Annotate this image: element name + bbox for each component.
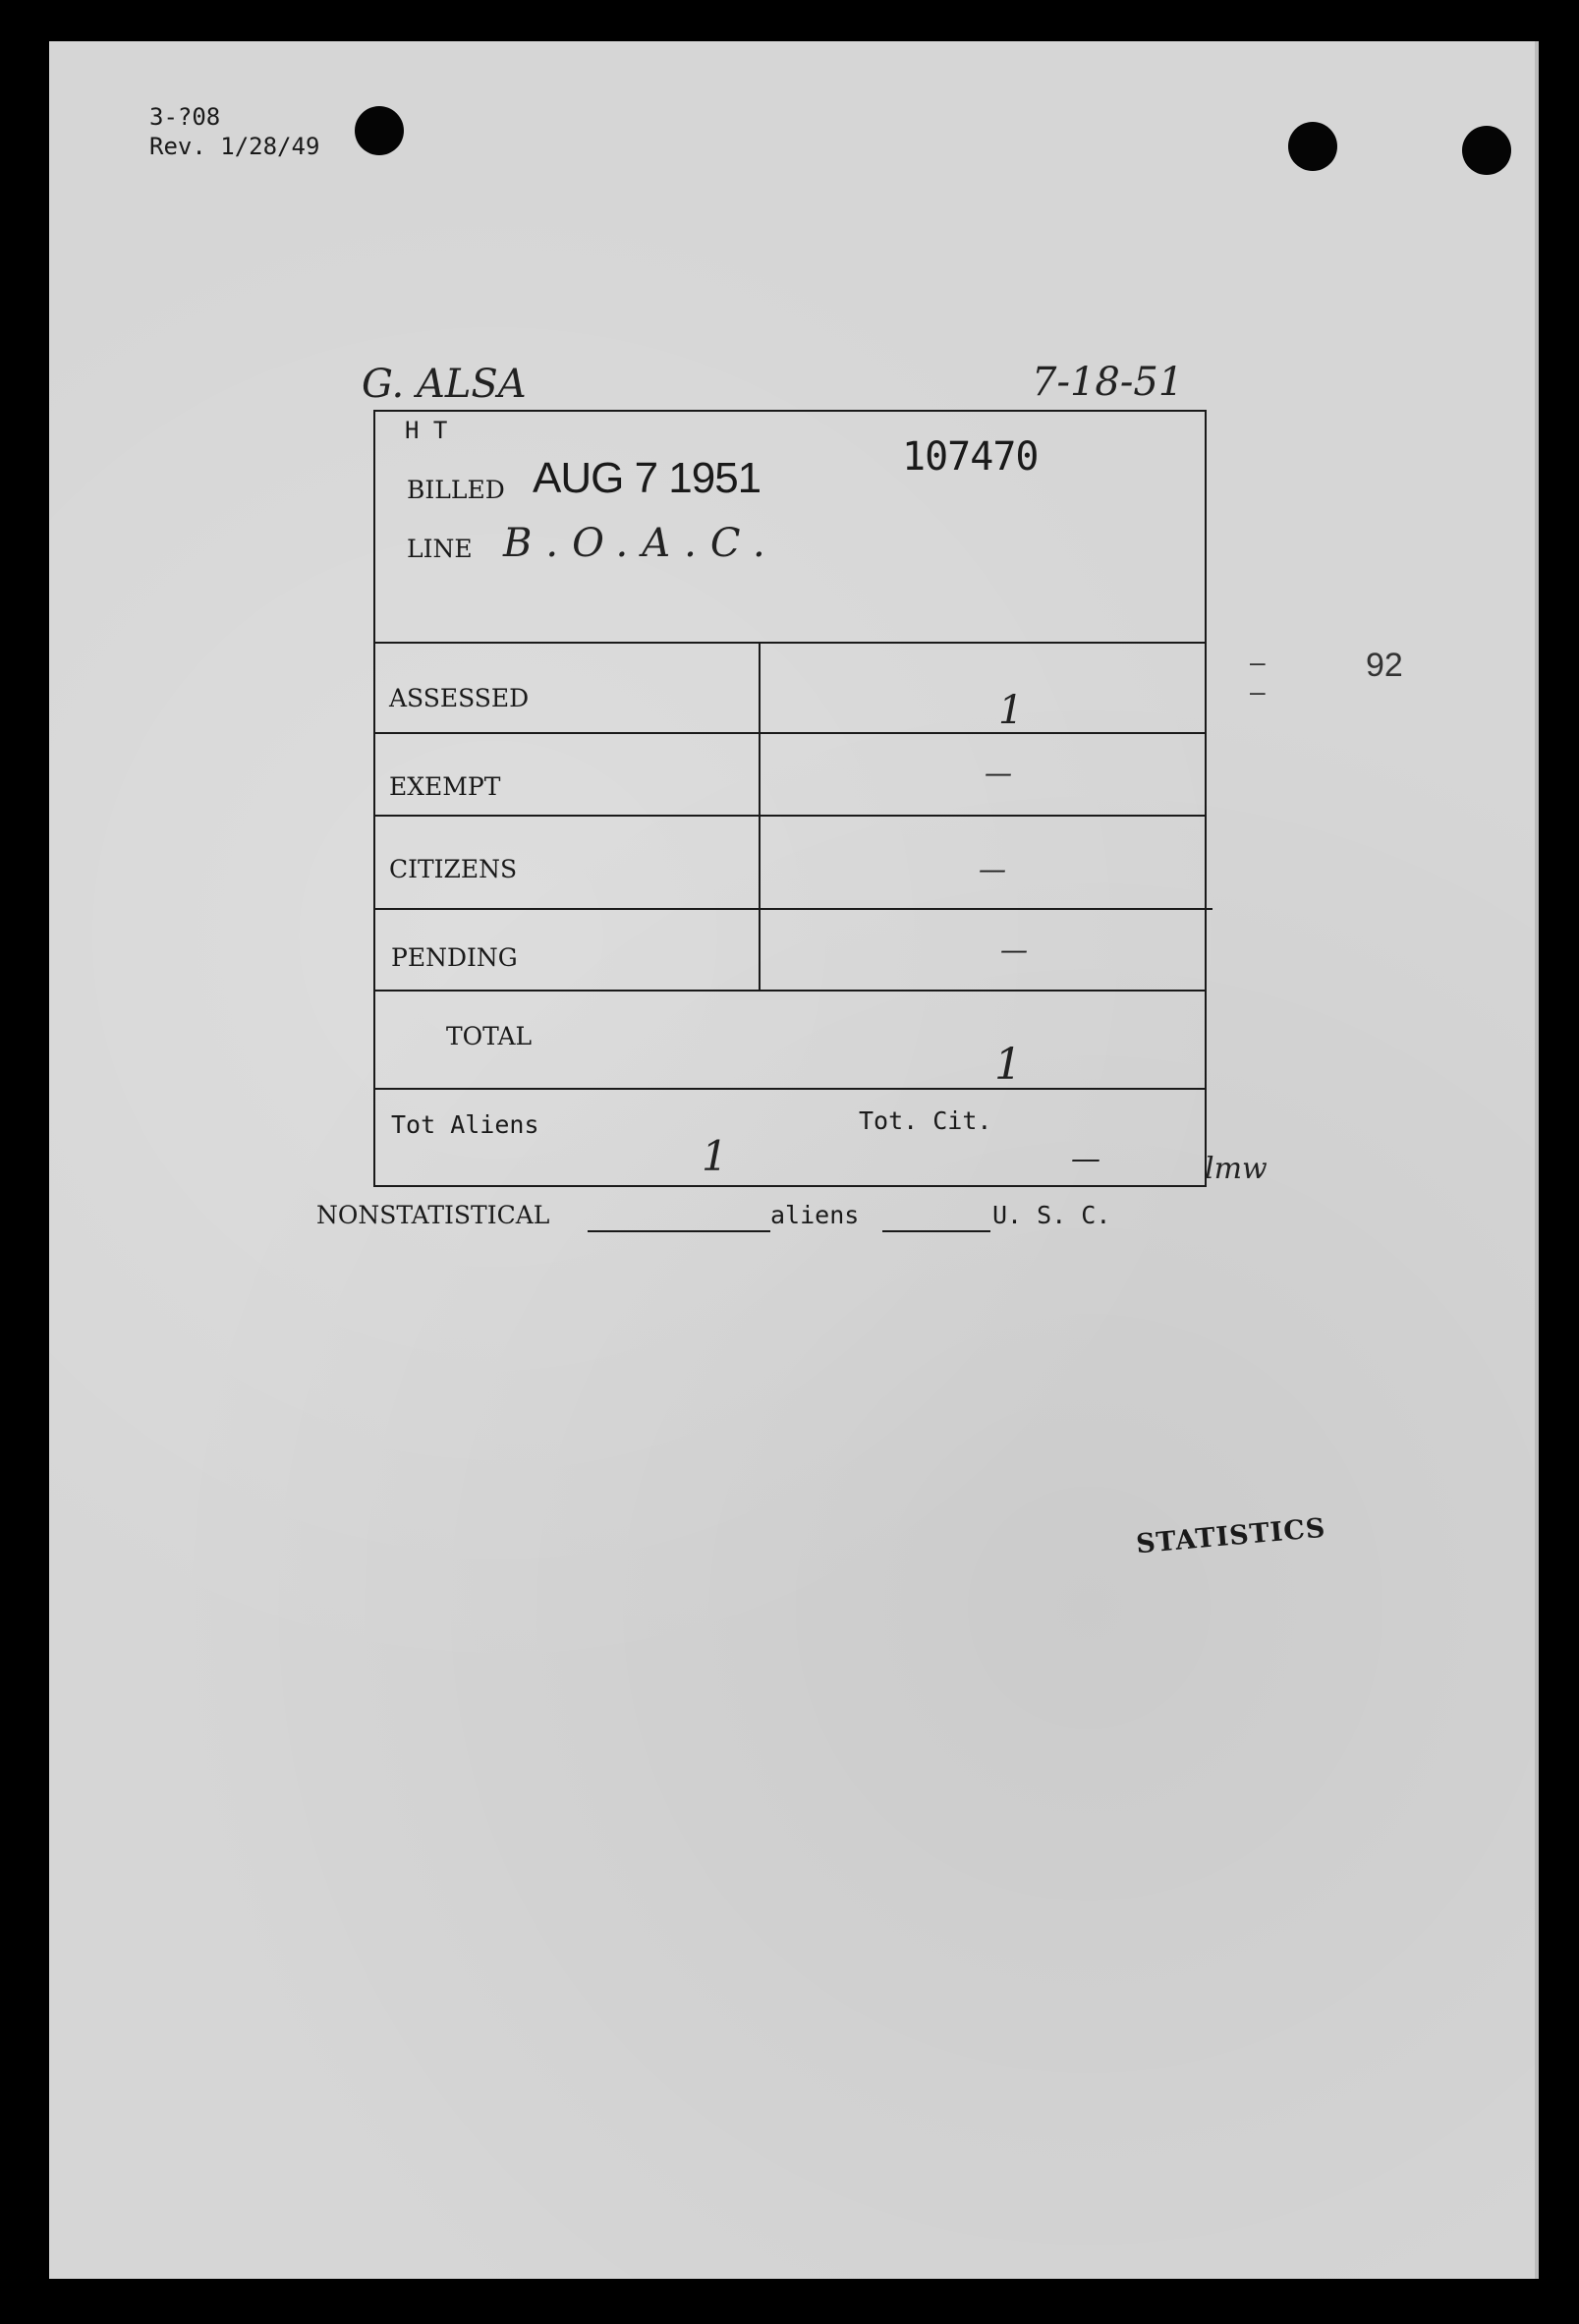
initials: lmw <box>1205 1152 1268 1186</box>
row-divider <box>373 815 1205 817</box>
form-number-block <box>149 102 319 161</box>
citizens-value: — <box>979 853 1006 885</box>
nonstatistical-blank <box>588 1230 770 1232</box>
exempt-value: — <box>985 757 1012 789</box>
punch-hole <box>1462 126 1511 175</box>
row-divider <box>373 1088 1205 1090</box>
billed-label: BILLED <box>407 476 505 504</box>
tot-cit-value: — <box>1071 1142 1100 1176</box>
assessed-value: 1 <box>998 688 1024 733</box>
column-divider <box>759 644 761 990</box>
exempt-label: EXEMPT <box>389 772 501 801</box>
billed-date: AUG 7 1951 <box>533 454 761 502</box>
tot-cit-label: Tot. Cit. <box>859 1106 992 1135</box>
row-divider <box>373 990 1207 992</box>
row-divider <box>373 908 1212 910</box>
assessed-label: ASSESSED <box>389 684 530 712</box>
usc-label: U. S. C. <box>992 1201 1111 1229</box>
row-divider <box>373 642 1207 644</box>
statistics-stamp: STATISTICS <box>1135 1512 1327 1560</box>
serial-number: 107470 <box>902 434 1039 480</box>
total-value: 1 <box>994 1040 1022 1090</box>
ht-label: H T <box>405 417 448 444</box>
side-number: 92 <box>1366 647 1403 684</box>
punch-hole <box>355 106 404 155</box>
aliens-blank <box>882 1230 990 1232</box>
citizens-label: CITIZENS <box>389 855 518 883</box>
aliens-label: aliens <box>770 1201 860 1229</box>
row-divider <box>373 732 1205 734</box>
line-label: LINE <box>407 535 473 563</box>
tot-aliens-value: 1 <box>702 1132 728 1180</box>
pending-label: PENDING <box>391 943 518 972</box>
pending-value: — <box>1000 934 1028 966</box>
form-revision: Rev. 1/28/49 <box>149 133 320 160</box>
handwritten-date: 7-18-51 <box>1032 360 1184 405</box>
nonstatistical-label: NONSTATISTICAL <box>316 1201 550 1229</box>
punch-hole <box>1288 122 1337 171</box>
form-number: 3-?08 <box>149 103 221 131</box>
total-label: TOTAL <box>446 1022 533 1050</box>
side-dashes: — — <box>1250 649 1266 708</box>
tot-aliens-label: Tot Aliens <box>391 1110 539 1139</box>
handwritten-code: G. ALSA <box>362 362 527 407</box>
line-value: B.O.A.C. <box>503 521 779 566</box>
